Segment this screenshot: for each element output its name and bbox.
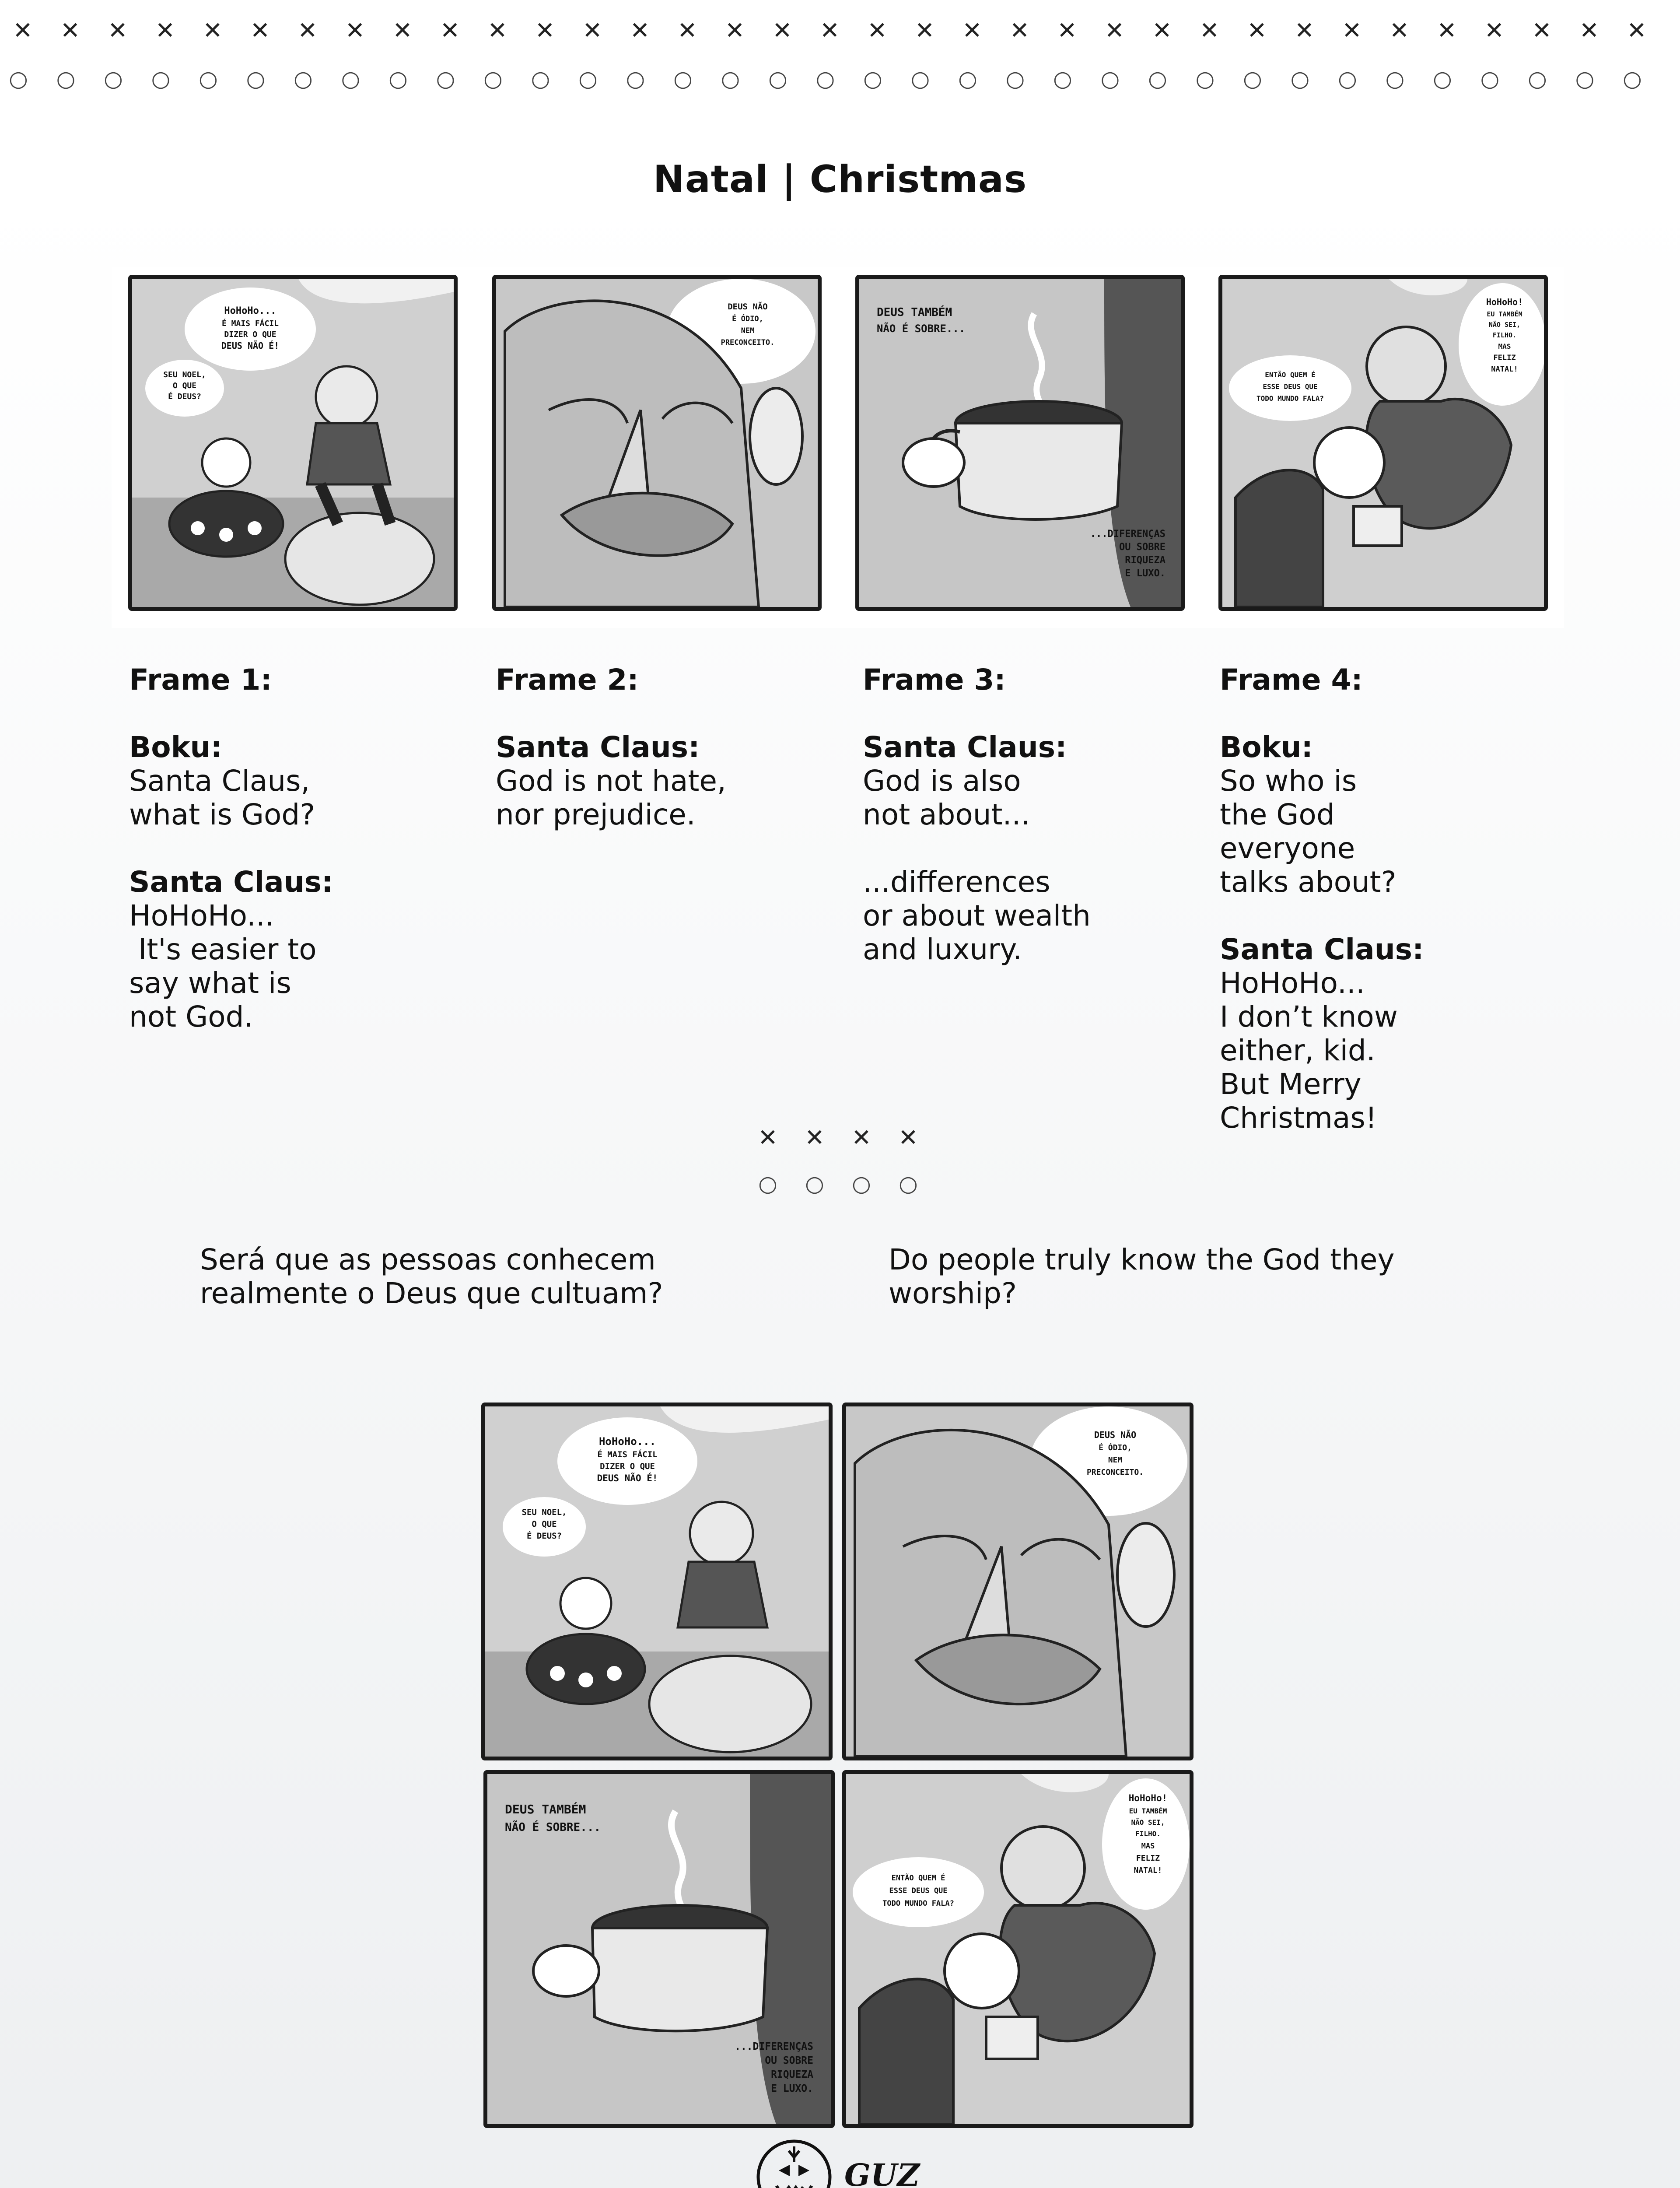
line-spacer — [1220, 899, 1424, 933]
dialogue-line: ...differences — [863, 865, 1050, 899]
circle-icon: ○ — [852, 1171, 871, 1196]
question-portuguese: Será que as pessoas conhecem realmente o Deus que cultuam? — [200, 1243, 663, 1310]
p4-santa-line-2: EU TAMBÉM — [1487, 310, 1522, 318]
g3-top-line-2: NÃO É SOBRE... — [505, 1821, 601, 1834]
circle-icon: ○ — [1480, 66, 1500, 91]
circle-icon: ○ — [1385, 66, 1405, 91]
cross-icon: ✕ — [1104, 17, 1125, 44]
question-english: Do people truly know the God they worship? — [889, 1243, 1395, 1310]
comic-panel-2 — [492, 275, 822, 611]
g1-santa-line-4: DEUS NÃO É! — [597, 1473, 658, 1483]
dialogue-line: or about wealth — [863, 899, 1091, 933]
cross-icon: ✕ — [1389, 17, 1410, 44]
dialogue-line: either, kid. — [1220, 1034, 1376, 1067]
g1-santa-line-1: HoHoHo... — [598, 1435, 656, 1448]
g4-santa-line-3: NÃO SEI, — [1131, 1818, 1165, 1827]
cross-icon: ✕ — [155, 17, 175, 44]
grid-panel-4-art — [846, 1774, 1190, 2124]
dialogue-line: Santa Claus, — [129, 764, 310, 798]
p1-boku-line-1: SEU NOEL, — [163, 370, 206, 379]
line-spacer — [129, 831, 333, 865]
circle-icon: ○ — [626, 66, 645, 91]
cross-icon: ✕ — [867, 17, 887, 44]
dialogue-line: nor prejudice. — [496, 798, 696, 831]
circle-icon: ○ — [805, 1171, 824, 1196]
speaker-name: Santa Claus: — [1220, 933, 1424, 966]
circle-icon: ○ — [721, 66, 740, 91]
frame-2-transcript — [496, 663, 726, 831]
page-title: Natal | Christmas — [653, 158, 1027, 201]
speaker-name: Santa Claus: — [496, 730, 700, 764]
circle-icon: ○ — [341, 66, 360, 91]
circle-icon: ○ — [899, 1171, 918, 1196]
circle-icon: ○ — [151, 66, 171, 91]
circle-icon: ○ — [1338, 66, 1357, 91]
cross-icon: ✕ — [1579, 17, 1600, 44]
p3-bottom-line-2: OU SOBRE — [1119, 542, 1166, 553]
cross-icon: ✕ — [1342, 17, 1362, 44]
circle-icon: ○ — [531, 66, 550, 91]
frame-heading: Frame 4: — [1220, 663, 1363, 697]
p3-top-line-2: NÃO É SOBRE... — [877, 323, 966, 335]
middle-ornament-crosses — [755, 1125, 930, 1155]
cross-icon: ✕ — [60, 17, 80, 44]
middle-ornament-circles — [755, 1171, 930, 1201]
p3-bottom-line-4: E LUXO. — [1125, 568, 1166, 579]
comic-strip — [112, 267, 1564, 628]
cross-icon: ✕ — [898, 1124, 918, 1151]
cross-icon: ✕ — [298, 17, 318, 44]
grid-panel-2-art — [846, 1406, 1190, 1757]
p3-top-line-1: DEUS TAMBÉM — [877, 306, 952, 319]
dialogue-line: not God. — [129, 1000, 253, 1034]
circle-icon: ○ — [1053, 66, 1072, 91]
circle-icon: ○ — [483, 66, 503, 91]
cross-icon: ✕ — [1009, 17, 1030, 44]
circle-icon: ○ — [1243, 66, 1262, 91]
circle-icon: ○ — [578, 66, 598, 91]
cross-icon: ✕ — [250, 17, 270, 44]
g4-santa-line-4: FILHO. — [1135, 1830, 1161, 1838]
cross-icon: ✕ — [851, 1124, 872, 1151]
p4-santa-line-5: MAS — [1498, 342, 1511, 351]
comic-grid — [481, 1403, 1194, 2129]
cross-icon: ✕ — [914, 17, 935, 44]
dialogue-line: Christmas! — [1220, 1101, 1377, 1135]
panel-3-art — [859, 279, 1181, 607]
cross-icon: ✕ — [1199, 17, 1220, 44]
circle-icon: ○ — [1575, 66, 1595, 91]
cross-icon: ✕ — [1294, 17, 1315, 44]
p4-santa-line-3: NÃO SEI, — [1488, 321, 1521, 329]
dialogue-line: the God — [1220, 798, 1335, 831]
frame-1-transcript — [129, 663, 333, 1034]
circle-icon: ○ — [104, 66, 123, 91]
g2-line-1: DEUS NÃO — [1094, 1430, 1137, 1440]
circle-icon: ○ — [199, 66, 218, 91]
circle-icon: ○ — [1290, 66, 1310, 91]
circle-icon: ○ — [768, 66, 788, 91]
circle-icon: ○ — [294, 66, 313, 91]
cross-icon: ✕ — [1247, 17, 1267, 44]
grid-panel-1 — [481, 1403, 833, 1760]
grid-panel-3-art — [487, 1774, 831, 2124]
grid-panel-4 — [842, 1770, 1194, 2128]
dialogue-line: say what is — [129, 966, 291, 1000]
g1-santa-line-2: É MAIS FÁCIL — [597, 1450, 658, 1459]
comic-panel-4 — [1218, 275, 1548, 611]
comic-panel-1 — [128, 275, 458, 611]
frame-4-transcript — [1220, 663, 1424, 1135]
p1-santa-line-1: HoHoHo... — [224, 305, 276, 316]
p4-boku-line-3: TODO MUNDO FALA? — [1256, 394, 1324, 403]
g1-boku-line-1: SEU NOEL, — [522, 1508, 567, 1517]
cross-icon: ✕ — [724, 17, 745, 44]
circle-icon: ○ — [1005, 66, 1025, 91]
g3-bottom-line-1: ...DIFERENÇAS — [734, 2041, 813, 2052]
cross-icon: ✕ — [1152, 17, 1172, 44]
comic-panel-3 — [855, 275, 1185, 611]
dialogue-line: everyone — [1220, 831, 1355, 865]
g4-santa-line-2: EU TAMBÉM — [1129, 1807, 1167, 1815]
dialogue-line: God is not hate, — [496, 764, 726, 798]
ornament-circle-row — [0, 66, 1680, 92]
cross-icon: ✕ — [819, 17, 840, 44]
cross-icon: ✕ — [1484, 17, 1505, 44]
cross-icon: ✕ — [1057, 17, 1077, 44]
g4-santa-line-1: HoHoHo! — [1128, 1793, 1168, 1803]
cross-icon: ✕ — [392, 17, 413, 44]
cross-icon: ✕ — [772, 17, 792, 44]
line-spacer — [863, 831, 1091, 865]
cross-icon: ✕ — [345, 17, 365, 44]
speaker-name: Santa Claus: — [129, 865, 333, 899]
g1-santa-line-3: DIZER O QUE — [600, 1462, 655, 1471]
p2-line-2: É ÓDIO, — [732, 315, 763, 323]
cross-icon: ✕ — [677, 17, 697, 44]
cross-icon: ✕ — [13, 17, 33, 44]
dialogue-line: HoHoHo... — [1220, 966, 1365, 1000]
circle-icon: ○ — [758, 1171, 777, 1196]
p4-santa-line-4: FILHO. — [1492, 331, 1517, 339]
p3-bottom-line-1: ...DIFERENÇAS — [1090, 529, 1166, 540]
g4-boku-line-2: ESSE DEUS QUE — [889, 1886, 948, 1895]
p2-line-3: NEM — [741, 326, 755, 335]
dialogue-line: So who is — [1220, 764, 1357, 798]
circle-icon: ○ — [1433, 66, 1452, 91]
speaker-name: Boku: — [1220, 730, 1313, 764]
dialogue-line: HoHoHo... — [129, 899, 274, 933]
circle-icon: ○ — [56, 66, 76, 91]
grid-panel-3 — [483, 1770, 835, 2128]
dialogue-line: I don’t know — [1220, 1000, 1398, 1034]
circle-icon: ○ — [673, 66, 693, 91]
dialogue-line: and luxury. — [863, 933, 1022, 966]
circle-icon: ○ — [958, 66, 977, 91]
p4-santa-line-6: FELIZ — [1493, 354, 1516, 362]
g4-santa-line-5: MAS — [1141, 1842, 1155, 1851]
cross-icon: ✕ — [582, 17, 602, 44]
panel-1-art — [132, 279, 454, 607]
p1-boku-line-3: É DEUS? — [168, 392, 201, 401]
artist-logo — [755, 2138, 938, 2188]
cross-icon: ✕ — [203, 17, 223, 44]
p2-line-4: PRECONCEITO. — [721, 338, 775, 347]
cross-icon: ✕ — [487, 17, 508, 44]
cross-icon: ✕ — [1532, 17, 1552, 44]
signature-text: GUZ — [844, 2157, 920, 2188]
g3-bottom-line-3: RIQUEZA — [771, 2069, 813, 2080]
p1-boku-line-2: O QUE — [172, 381, 197, 390]
g2-line-2: É ÓDIO, — [1099, 1443, 1132, 1452]
circle-icon: ○ — [1148, 66, 1167, 91]
circle-icon: ○ — [1195, 66, 1215, 91]
dialogue-line: God is also — [863, 764, 1021, 798]
grid-panel-1-art — [485, 1406, 829, 1757]
cross-icon: ✕ — [440, 17, 460, 44]
dialogue-line: But Merry — [1220, 1067, 1362, 1101]
p3-bottom-line-3: RIQUEZA — [1125, 555, 1166, 566]
circle-icon: ○ — [816, 66, 835, 91]
cross-icon: ✕ — [962, 17, 982, 44]
g1-boku-line-2: O QUE — [532, 1519, 557, 1529]
frame-3-transcript — [863, 663, 1091, 966]
speaker-name: Santa Claus: — [863, 730, 1067, 764]
p4-boku-line-2: ESSE DEUS QUE — [1263, 382, 1318, 391]
frame-heading: Frame 2: — [496, 663, 639, 697]
dialogue-line: It's easier to — [129, 933, 317, 966]
g4-boku-line-1: ENTÃO QUEM É — [891, 1874, 945, 1883]
cross-icon: ✕ — [805, 1124, 825, 1151]
p1-santa-line-3: DIZER O QUE — [224, 330, 276, 339]
cross-icon: ✕ — [108, 17, 128, 44]
circle-icon: ○ — [388, 66, 408, 91]
p1-santa-line-4: DEUS NÃO É! — [221, 340, 280, 351]
dialogue-line: talks about? — [1220, 865, 1396, 899]
circle-icon: ○ — [1100, 66, 1120, 91]
signature-mark — [840, 2151, 928, 2188]
panel-4-art — [1222, 279, 1544, 607]
g3-bottom-line-2: OU SOBRE — [765, 2055, 813, 2066]
g4-santa-line-6: FELIZ — [1136, 1854, 1160, 1863]
circle-icon: ○ — [436, 66, 455, 91]
cross-icon: ✕ — [1627, 17, 1647, 44]
dialogue-line: not about... — [863, 798, 1030, 831]
p4-santa-line-1: HoHoHo! — [1486, 297, 1523, 307]
cross-icon: ✕ — [535, 17, 555, 44]
g2-line-3: NEM — [1108, 1455, 1123, 1465]
cross-icon: ✕ — [1437, 17, 1457, 44]
p2-line-1: DEUS NÃO — [728, 302, 768, 312]
cross-icon: ✕ — [758, 1124, 778, 1151]
p4-boku-line-1: ENTÃO QUEM É — [1265, 371, 1316, 379]
dialogue-line: what is God? — [129, 798, 315, 831]
grid-panel-2 — [842, 1403, 1194, 1760]
speaker-name: Boku: — [129, 730, 222, 764]
circle-icon: ○ — [1528, 66, 1547, 91]
circle-icon: ○ — [1623, 66, 1642, 91]
frame-heading: Frame 3: — [863, 663, 1006, 697]
p1-santa-line-2: É MAIS FÁCIL — [221, 319, 279, 328]
frame-heading: Frame 1: — [129, 663, 272, 697]
g3-bottom-line-4: E LUXO. — [771, 2083, 813, 2094]
p4-santa-line-7: NATAL! — [1491, 365, 1518, 374]
circle-icon: ○ — [246, 66, 266, 91]
g4-boku-line-3: TODO MUNDO FALA? — [882, 1899, 954, 1908]
ornament-cross-row — [0, 18, 1680, 44]
cross-icon: ✕ — [630, 17, 650, 44]
g1-boku-line-3: É DEUS? — [526, 1531, 562, 1541]
circle-icon: ○ — [910, 66, 930, 91]
g4-santa-line-7: NATAL! — [1134, 1866, 1162, 1875]
g2-line-4: PRECONCEITO. — [1086, 1468, 1144, 1477]
g3-top-line-1: DEUS TAMBÉM — [505, 1802, 586, 1816]
circle-icon: ○ — [9, 66, 28, 91]
panel-2-art — [496, 279, 818, 607]
circle-icon: ○ — [863, 66, 882, 91]
